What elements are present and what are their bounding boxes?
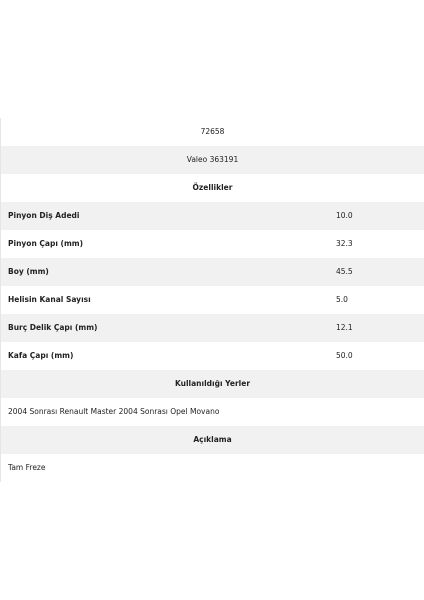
reference-row — [0, 146, 424, 174]
product-code-row — [0, 118, 424, 146]
description-heading-row — [0, 426, 424, 454]
usage-heading-row — [0, 370, 424, 398]
spec-row-head-diameter — [0, 342, 424, 370]
spec-value: 5.0 — [336, 295, 348, 305]
spec-value: 45.5 — [336, 267, 353, 277]
spec-row-bushing-bore — [0, 314, 424, 342]
spec-label: Pinyon Çapı (mm) — [8, 239, 83, 249]
spec-row-length — [0, 258, 424, 286]
spec-row-pinion-diameter — [0, 230, 424, 258]
description-text-row — [0, 454, 424, 482]
reference-number: Valeo 363191 — [186, 155, 239, 165]
spec-value: 50.0 — [336, 351, 353, 361]
features-heading-row — [0, 174, 424, 202]
product-code: 72658 — [200, 127, 225, 137]
spec-row-helix-grooves — [0, 286, 424, 314]
spec-row-pinion-teeth — [0, 202, 424, 230]
features-heading: Özellikler — [192, 183, 233, 193]
spec-value: 12.1 — [336, 323, 353, 333]
description-heading: Açıklama — [193, 435, 232, 445]
usage-text: 2004 Sonrası Renault Master 2004 Sonrası Opel Movano — [8, 407, 220, 417]
spec-value: 32.3 — [336, 239, 353, 249]
description-text: Tam Freze — [8, 463, 46, 473]
spec-label: Pinyon Diş Adedi — [8, 211, 80, 221]
spec-label: Helisin Kanal Sayısı — [8, 295, 91, 305]
usage-text-row — [0, 398, 424, 426]
spec-label: Burç Delik Çapı (mm) — [8, 323, 98, 333]
spec-value: 10.0 — [336, 211, 353, 221]
product-spec-table — [0, 118, 424, 482]
spec-label: Kafa Çapı (mm) — [8, 351, 74, 361]
usage-heading: Kullanıldığı Yerler — [174, 379, 251, 389]
spec-label: Boy (mm) — [8, 267, 49, 277]
